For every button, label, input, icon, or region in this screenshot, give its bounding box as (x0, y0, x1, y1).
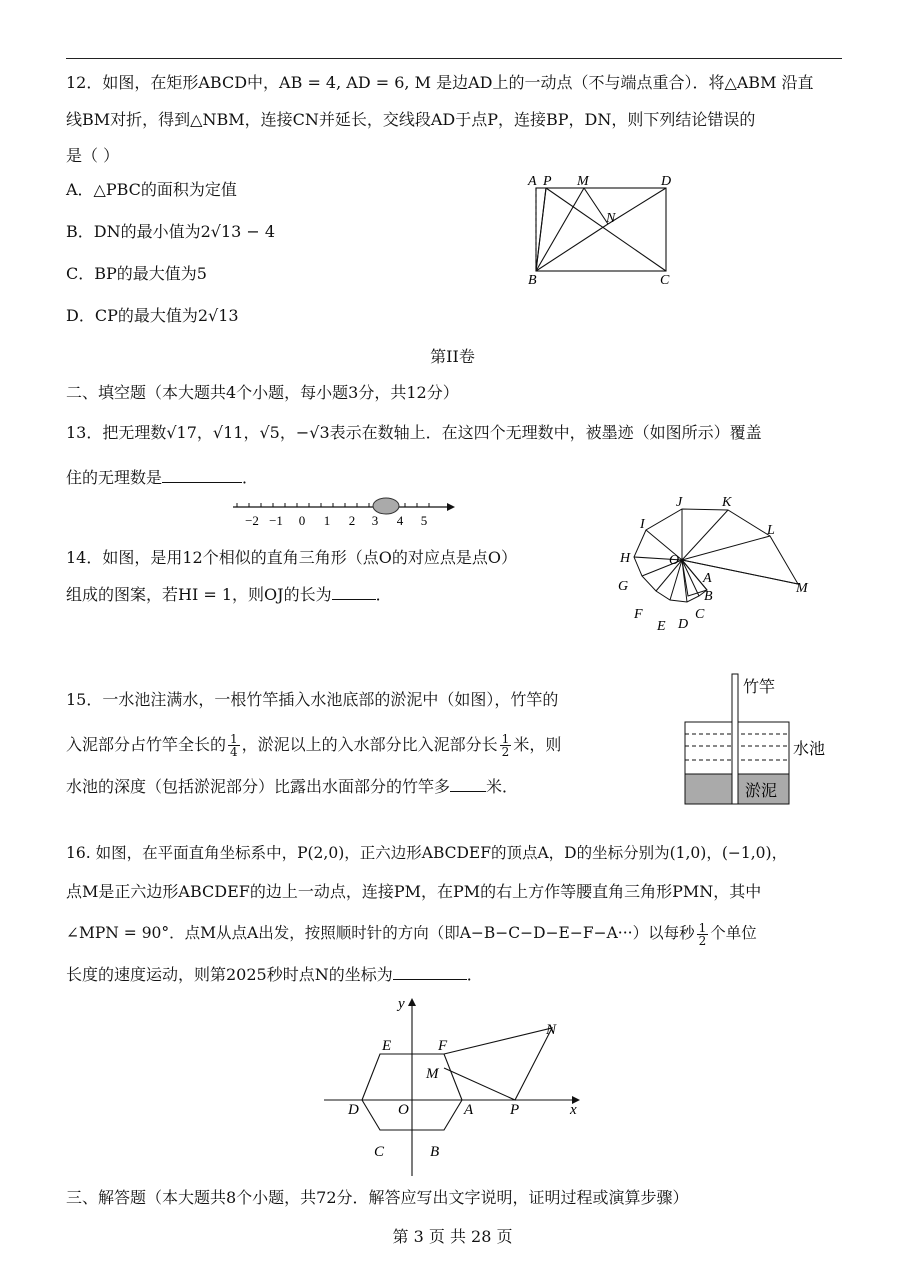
q13-line1: 13．把无理数√17，√11，√5，−√3表示在数轴上．在这四个无理数中，被墨迹（如图所示）覆盖 (66, 423, 762, 442)
q12-fig-label: B (528, 273, 537, 288)
q16-frac-num: 1 (698, 920, 707, 935)
q15-fraction-2 (500, 733, 512, 758)
q14-fig-label: J (676, 495, 683, 510)
q13-tick-label: −2 (245, 513, 259, 528)
q13-tick-label: 5 (420, 513, 428, 528)
q14-fig-label: F (634, 607, 643, 622)
q15-line2b: ，淤泥以上的入水部分比入泥部分长 (241, 735, 498, 754)
q14-fig-label: A (703, 571, 712, 586)
q15-line3-end: 米． (486, 777, 519, 796)
q14-fig-label: I (640, 517, 645, 532)
q15-label-mud: 淤泥 (745, 783, 778, 800)
q13-tick-label: 3 (371, 513, 379, 528)
q16-fig-label: N (546, 1022, 557, 1038)
q14-fig-label: K (722, 495, 732, 510)
q15-label-pool: 水池 (793, 741, 826, 758)
q12-fig-label: A (528, 174, 537, 189)
q12-fig-label: C (660, 273, 670, 288)
q16-fig-label: x (570, 1102, 577, 1118)
q13-number-line (225, 495, 455, 533)
q13-tick-label: 4 (396, 513, 404, 528)
q15-frac2-num: 1 (501, 732, 510, 746)
q16-fig-label: C (374, 1144, 385, 1160)
q16-line4-end: ． (466, 965, 483, 984)
q13-tick-label: 0 (298, 513, 306, 528)
q16-line1: 16. 如图，在平面直角坐标系中，P(2,0)，正六边形ABCDEF的顶点A，D的坐标分别为(1,0)，(−1,0)， (66, 844, 788, 862)
q14-answer-blank[interactable] (332, 583, 376, 600)
q12-option-c: C．BP的最大值为5 (66, 264, 207, 283)
q12-fig-label: P (543, 174, 552, 189)
q16-fig-label: M (426, 1066, 439, 1082)
q12-option-a: A．△PBC的面积为定值 (66, 180, 237, 199)
ink-blot (373, 498, 399, 514)
q16-coordinate-figure (318, 992, 588, 1178)
q15-line3-text: 水池的深度（包括淤泥部分）比露出水面部分的竹竿多 (66, 777, 451, 796)
q12-line2: 线BM对折，得到△NBM，连接CN并延长，交线段AD于点P，连接BP，DN，则下列结论错误的 (66, 110, 756, 129)
q12-fig-label: D (661, 174, 672, 189)
section2-heading: 二、填空题（本大题共4个小题，每小题3分，共12分） (66, 383, 459, 402)
q15-line2c: 米，则 (513, 735, 562, 754)
q16-frac-den: 2 (698, 933, 707, 948)
q12-option-b: B．DN的最小值为2√13 − 4 (66, 222, 276, 241)
page-footer: 第 3 页 共 28 页 (392, 1227, 513, 1246)
q13-line2-text: 住的无理数是 (66, 468, 163, 487)
q14-fig-label: O (669, 553, 680, 568)
q16-fig-label: A (464, 1102, 474, 1118)
q13-tick-label: −1 (269, 513, 283, 528)
q16-line4 (66, 963, 483, 985)
q16-line3a: ∠MPN = 90°．点M从点A出发，按照顺时针的方向（即A−B−C−D−E−F−A···）以每秒 (66, 924, 695, 942)
q15-pool-figure (683, 672, 843, 808)
q15-line2 (66, 730, 561, 760)
q12-line1: 12．如图，在矩形ABCD中，AB = 4, AD = 6, M 是边AD上的一动点（不与端点重合）．将△ABM 沿直 (66, 73, 814, 92)
q15-label-pole: 竹竿 (743, 679, 776, 696)
q15-frac1-num: 1 (230, 732, 238, 746)
q14-fig-label: L (767, 523, 775, 538)
q16-fig-label: E (382, 1038, 392, 1054)
q16-fig-label: P (510, 1102, 520, 1118)
q16-fig-label: O (398, 1102, 409, 1118)
q15-answer-blank[interactable] (450, 775, 486, 792)
q14-fig-label: C (695, 607, 705, 622)
q12-fig-label: M (577, 174, 589, 189)
q15-line2a: 入泥部分占竹竿全长的 (66, 735, 227, 754)
header-rule (66, 58, 842, 59)
q16-fig-label: B (430, 1144, 440, 1160)
section-title: 第II卷 (430, 347, 475, 366)
q16-fig-label: F (438, 1038, 448, 1054)
section3-heading: 三、解答题（本大题共8个小题，共72分．解答应写出文字说明，证明过程或演算步骤） (66, 1188, 689, 1207)
q16-line3 (66, 918, 757, 948)
q14-fig-label: M (796, 581, 808, 596)
q15-fraction-1 (228, 733, 240, 758)
q15-frac1-den: 4 (230, 745, 238, 759)
q16-answer-blank[interactable] (393, 963, 467, 980)
q12-line3: 是（ ） (66, 146, 120, 165)
q15-frac2-den: 2 (501, 745, 510, 759)
q14-fig-label: G (618, 579, 629, 594)
q16-fig-label: y (398, 996, 405, 1012)
q13-line2 (66, 466, 258, 488)
q16-fig-label: D (348, 1102, 359, 1118)
q13-line2-end: ． (242, 468, 259, 487)
q16-line2: 点M是正六边形ABCDEF的边上一动点，连接PM，在PM的右上方作等腰直角三角形PMN，其中 (66, 882, 762, 901)
q15-line3 (66, 775, 518, 797)
q14-line2-end: ． (375, 585, 392, 604)
q14-spiral-figure (612, 492, 822, 637)
q15-line1: 15．一水池注满水，一根竹竿插入水池底部的淤泥中（如图），竹竿的 (66, 690, 559, 709)
q14-fig-label: E (657, 619, 666, 634)
q12-rectangle-figure (520, 170, 690, 290)
q16-line3b: 个单位 (710, 924, 757, 942)
q14-fig-label: D (678, 617, 689, 632)
q14-fig-label: H (620, 551, 631, 566)
q14-fig-label: B (704, 589, 713, 604)
q12-option-d: D．CP的最大值为2√13 (66, 306, 239, 325)
q16-fraction (697, 922, 709, 947)
q14-line1: 14．如图，是用12个相似的直角三角形（点O的对应点是点O） (66, 548, 517, 567)
q13-tick-label: 2 (348, 513, 356, 528)
q14-line2-text: 组成的图案，若HI = 1，则OJ的长为 (66, 585, 332, 604)
q14-line2 (66, 583, 392, 605)
q16-line4-text: 长度的速度运动，则第2025秒时点N的坐标为 (66, 965, 393, 984)
q13-tick-label: 1 (323, 513, 331, 528)
q13-answer-blank[interactable] (162, 466, 242, 483)
q12-fig-label: N (606, 211, 616, 226)
